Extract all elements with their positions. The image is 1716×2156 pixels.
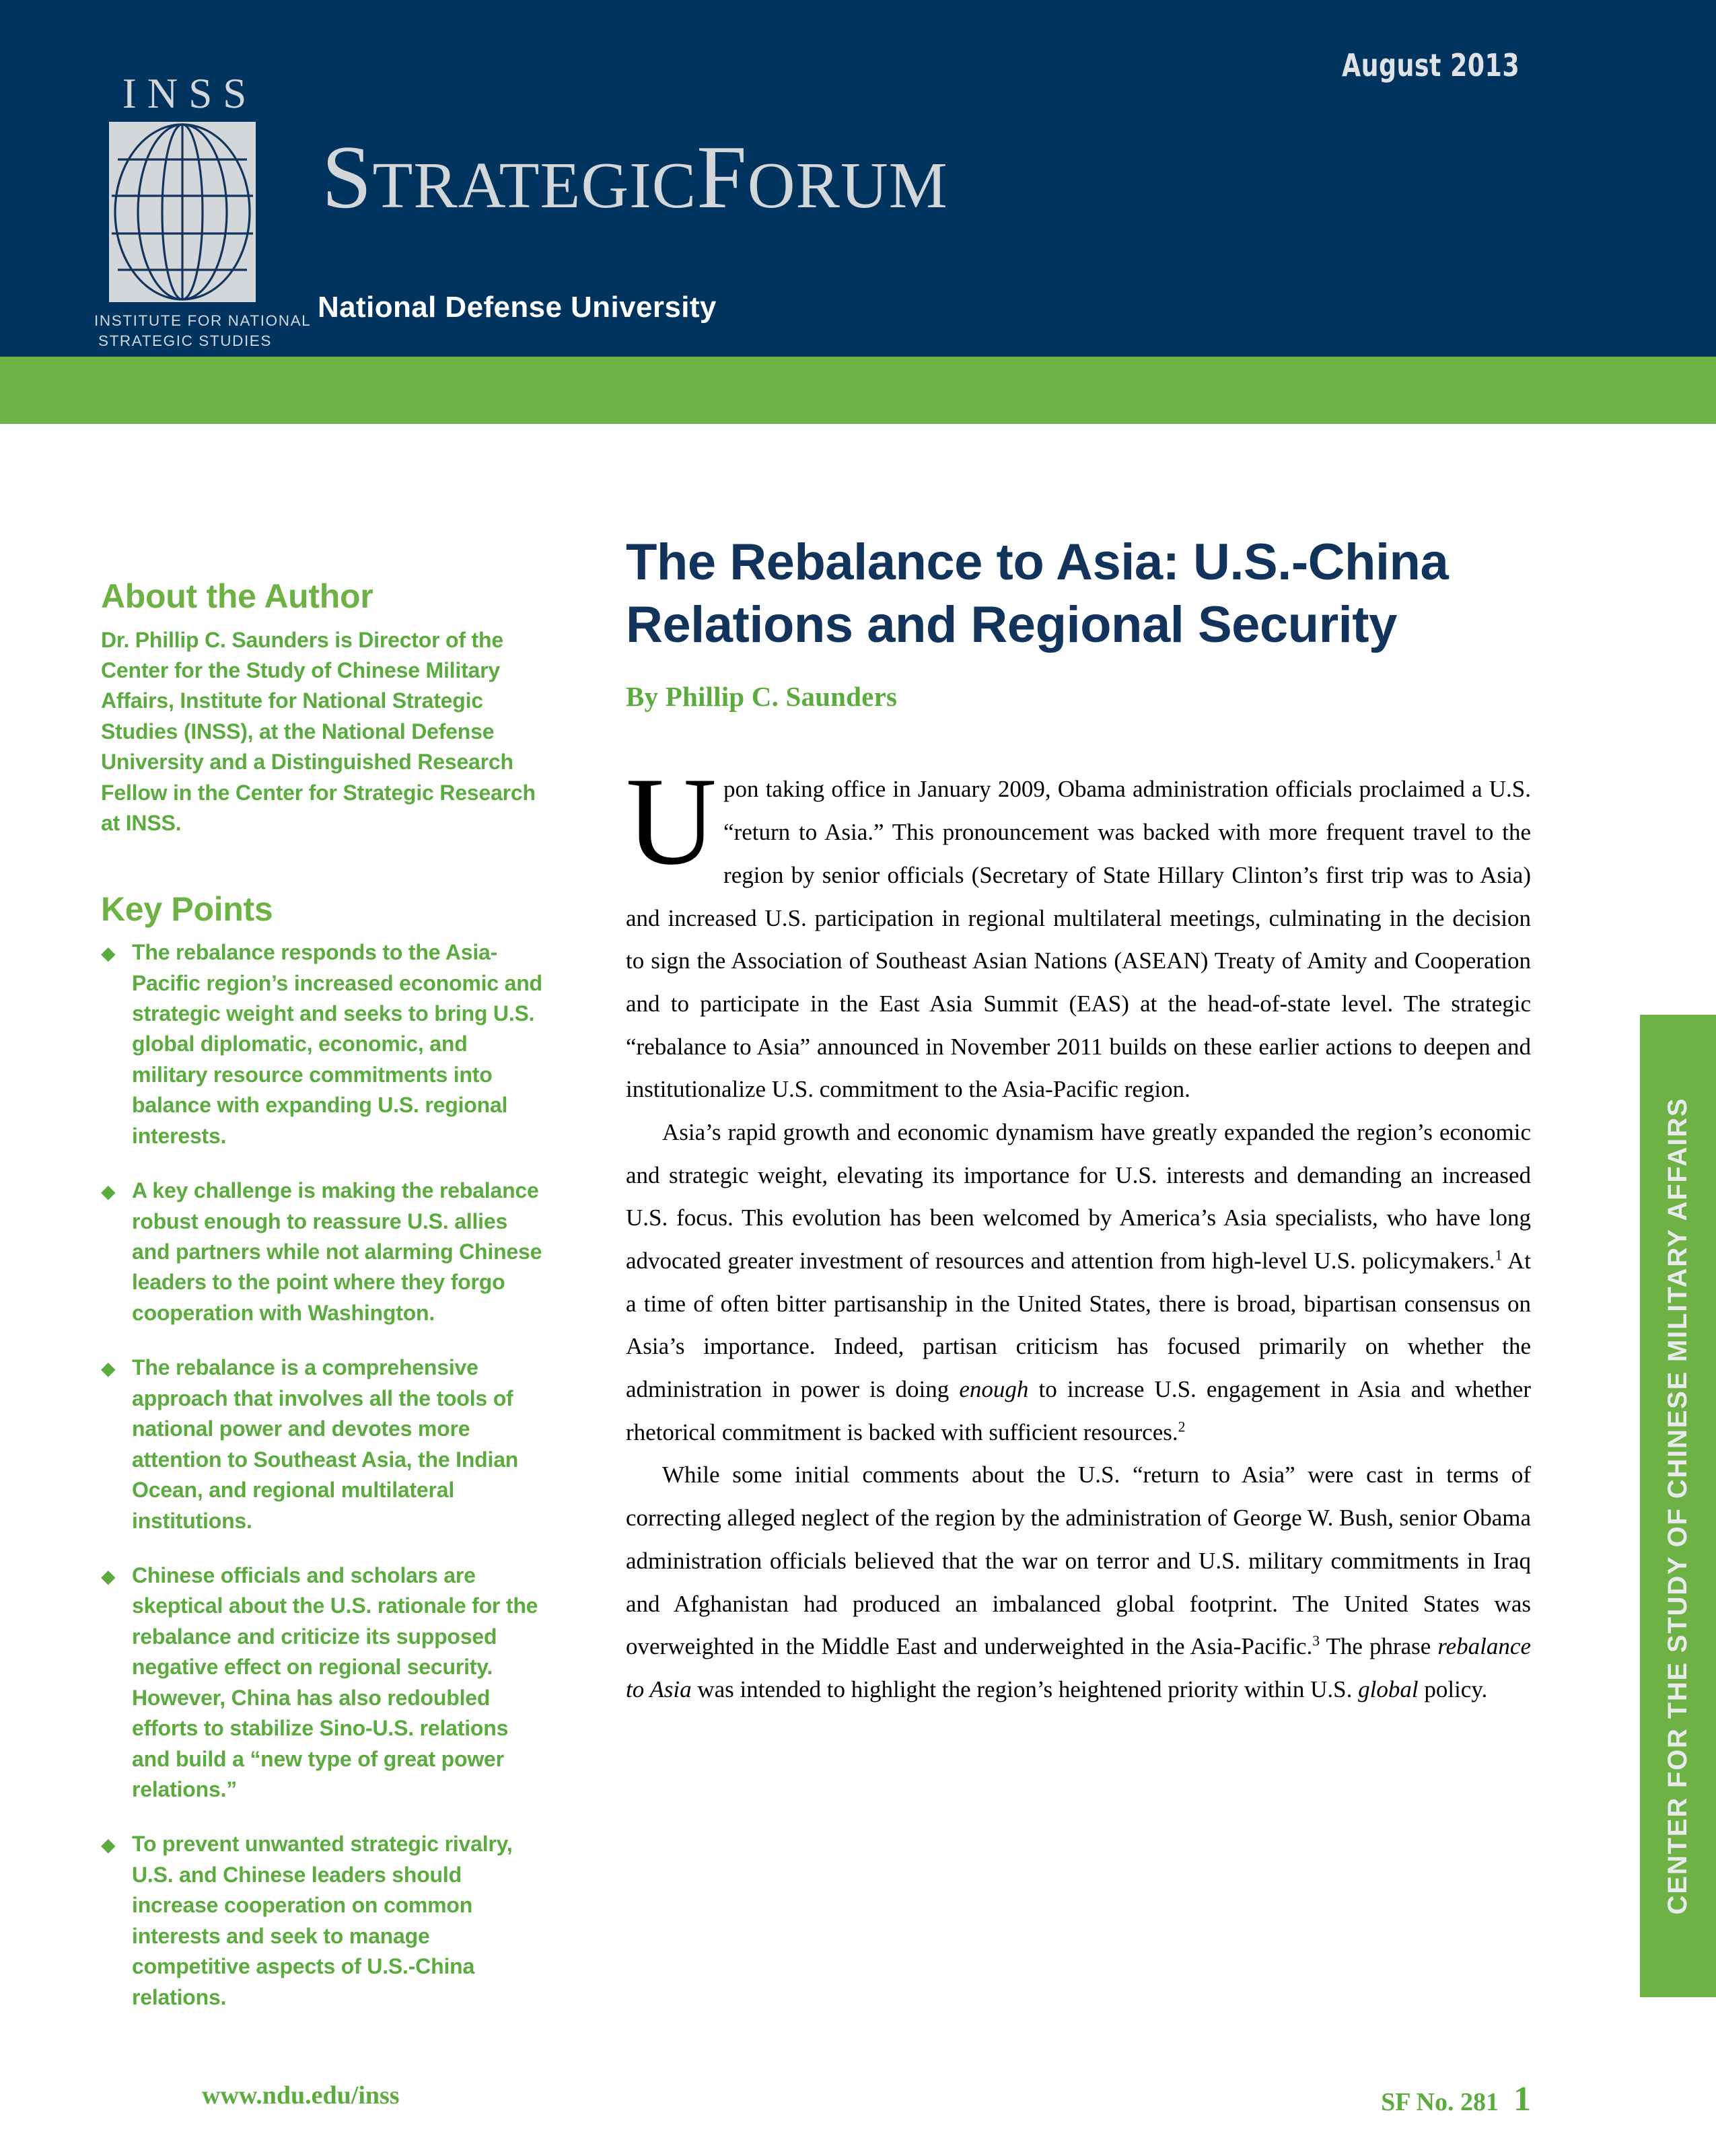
key-points-heading: Key Points	[101, 890, 273, 928]
inss-subtitle-line1: INSTITUTE FOR NATIONAL	[94, 312, 312, 329]
main-column	[626, 532, 1531, 1711]
key-point-item	[101, 1829, 545, 2013]
paragraph-2-part-b: At a time of often bitter partisanship in the United States, there is broad, bipartisan consensus on Asia’s importance. Indeed, partisan criticism has focused primarily on whether the administration in power is doing	[626, 1248, 1531, 1403]
paragraph-2-emphasis: enough	[959, 1376, 1029, 1403]
diamond-bullet-icon: ◆	[101, 1565, 116, 1587]
body-paragraph-1	[626, 752, 1531, 1111]
paragraph-3-part-d: policy.	[1418, 1676, 1488, 1702]
paragraph-3-emphasis-1: rebalance to Asia	[626, 1633, 1531, 1702]
footnote-ref-1: 1	[1495, 1247, 1503, 1264]
key-point-text: To prevent unwanted strategic rivalry, U.S. and Chinese leaders should increase cooperation on common interests and seek to manage competitive aspects of U.S.-China relations.	[132, 1832, 513, 2009]
footer-right-group	[1381, 2079, 1531, 2119]
inss-wordmark: INSS	[122, 70, 258, 117]
inss-subtitle-line2: STRATEGIC STUDIES	[98, 332, 273, 350]
journal-title	[322, 127, 948, 227]
key-point-text: Chinese officials and scholars are skeptical about the U.S. rationale for the rebalance and criticize its supposed negative effect on regional security. However, China has also redoubled efforts to stabilize Sino-U.S. relations and build a “new type of great power relations.”	[132, 1562, 538, 1801]
footer-website-url[interactable]: www.ndu.edu/inss	[202, 2081, 400, 2110]
article-body	[626, 752, 1531, 1711]
article-title: The Rebalance to Asia: U.S.-China Relations and Regional Security	[626, 534, 1449, 653]
journal-title-trategic: TRATEGIC	[372, 149, 697, 222]
body-paragraph-3	[626, 1453, 1531, 1711]
publisher-name: National Defense University	[318, 291, 717, 324]
about-the-author-heading: About the Author	[101, 577, 373, 615]
diamond-bullet-icon: ◆	[101, 1358, 116, 1379]
masthead-banner	[0, 0, 1716, 357]
center-name-side-tab-label: CENTER FOR THE STUDY OF CHINESE MILITARY AFFAIRS	[1663, 1097, 1692, 1915]
drop-cap: U	[626, 752, 717, 892]
globe-icon	[109, 122, 256, 302]
paragraph-2-part-c: to increase U.S. engagement in Asia and whether rhetorical commitment is backed with sufficient resources.	[626, 1376, 1531, 1445]
key-point-text: The rebalance is a comprehensive approach that involves all the tools of national power and devotes more attention to Southeast Asia, the Indian Ocean, and regional multilateral institutions.	[132, 1355, 519, 1533]
diamond-bullet-icon: ◆	[101, 1181, 116, 1202]
footer-sf-number: SF No. 281	[1381, 2088, 1499, 2116]
inss-logo	[94, 70, 312, 352]
author-bio: Dr. Phillip C. Saunders is Director of the Center for the Study of Chinese Military Affairs, Institute for National Strategic Studies (INSS), at the National Defense University and a Distinguished Research Fellow in the Center for Strategic Research at INSS.	[101, 627, 536, 836]
key-point-item	[101, 1353, 545, 1536]
paragraph-3-emphasis-2: global	[1358, 1676, 1419, 1702]
article-byline: By Phillip C. Saunders	[626, 681, 898, 713]
issue-date: August 2013	[1341, 47, 1520, 83]
key-point-text: A key challenge is making the rebalance robust enough to reassure U.S. allies and partners while not alarming Chinese leaders to the point where they forgo cooperation with Washington.	[132, 1178, 542, 1325]
footnote-ref-3: 3	[1312, 1632, 1320, 1649]
paragraph-3-part-b: The phrase	[1320, 1633, 1438, 1660]
green-divider-band	[0, 357, 1716, 424]
key-point-item	[101, 1176, 545, 1328]
diamond-bullet-icon: ◆	[101, 943, 116, 964]
paragraph-2-part-a: Asia’s rapid growth and economic dynamism have greatly expanded the region’s economic and strategic weight, elevating its importance for U.S. interests and demanding an increased U.S. focus. This evolution has been welcomed by America’s Asia specialists, who have long advocated greater investment of resources and attention from high-level U.S. policymakers.	[626, 1118, 1531, 1274]
paragraph-3-part-c: was intended to highlight the region’s heightened priority within U.S.	[691, 1676, 1359, 1702]
center-name-side-tab	[1640, 1015, 1716, 1997]
paragraph-1-text: pon taking office in January 2009, Obama administration officials proclaimed a U.S. “return to Asia.” This pronouncement was backed with more frequent travel to the region by senior officials (Secretary of State Hillary Clinton’s first trip was to Asia) and increased U.S. participation in regional multilateral meetings, culminating in the decision to sign the Association of Southeast Asian Nations (ASEAN) Treaty of Amity and Cooperation and to participate in the East Asia Summit (EAS) at the head-of-state level. The strategic “rebalance to Asia” announced in November 2011 builds on these earlier actions to deepen and institutionalize U.S. commitment to the Asia-Pacific region.	[626, 776, 1531, 1103]
journal-title-s: S	[322, 127, 373, 227]
journal-title-orum: ORUM	[747, 149, 948, 222]
footer-page-number: 1	[1513, 2080, 1531, 2118]
body-paragraph-2	[626, 1111, 1531, 1454]
sidebar	[101, 579, 545, 2037]
key-point-item	[101, 1560, 545, 1805]
key-point-item	[101, 937, 545, 1151]
journal-title-f: F	[696, 127, 748, 227]
paragraph-3-part-a: While some initial comments about the U.S. “return to Asia” were cast in terms of correcting alleged neglect of the region by the administration of George W. Bush, senior Obama administration officials believed that the war on terror and U.S. military commitments in Iraq and Afghanistan had produced an imbalanced global footprint. The United States was overweighted in the Middle East and underweighted in the Asia-Pacific.	[626, 1462, 1531, 1660]
diamond-bullet-icon: ◆	[101, 1834, 116, 1856]
footnote-ref-2: 2	[1178, 1418, 1186, 1435]
key-point-text: The rebalance responds to the Asia-Pacific region’s increased economic and strategic weight and seeks to bring U.S. global diplomatic, economic, and military resource commitments into balance with expanding U.S. regional interests.	[132, 940, 542, 1148]
